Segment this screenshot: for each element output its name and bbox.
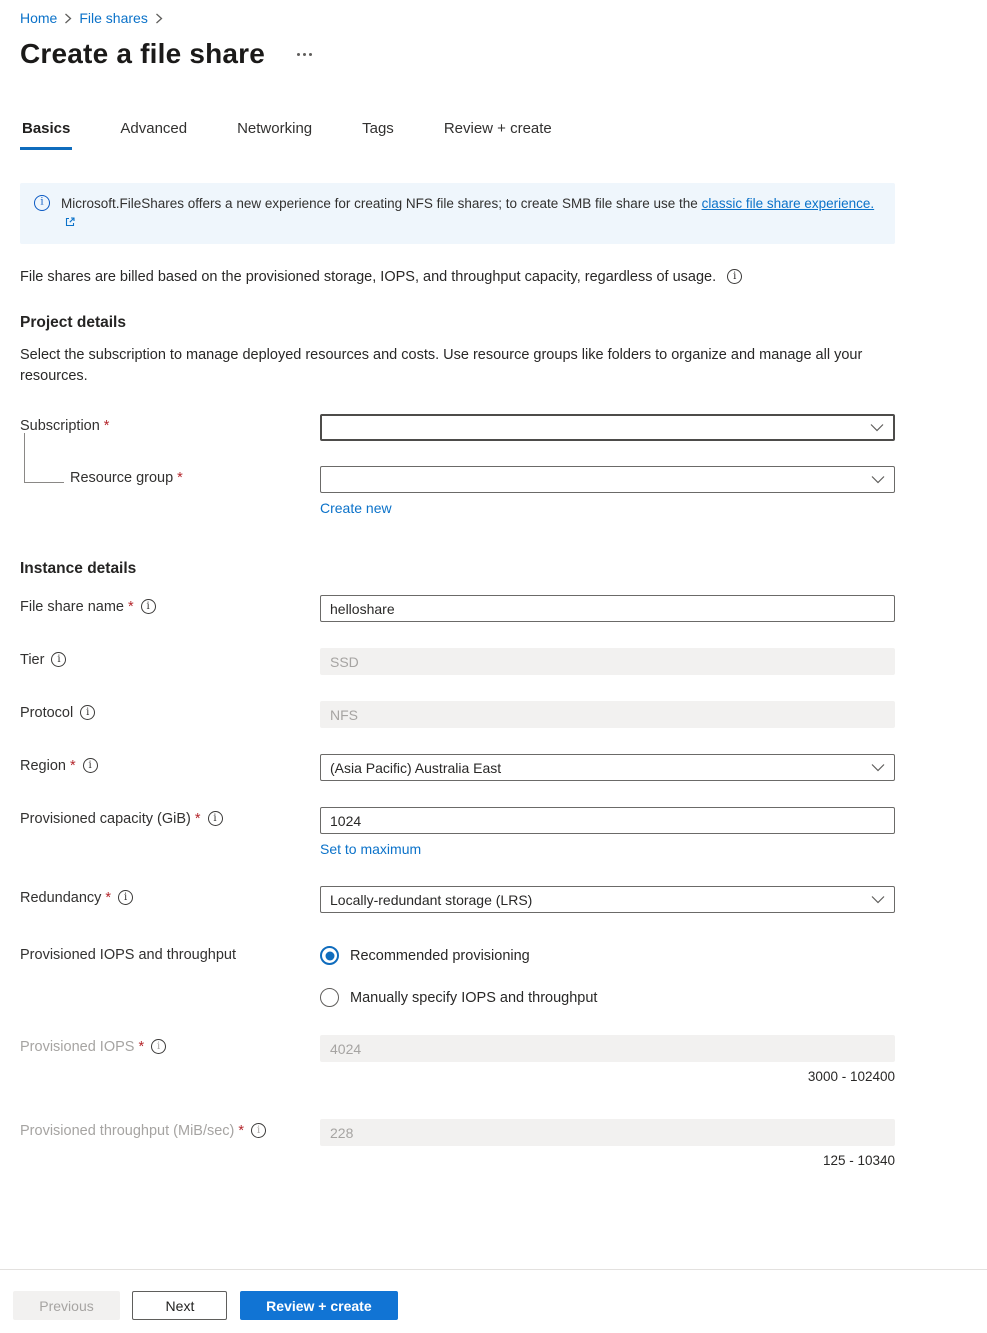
tab-review-create[interactable]: Review + create — [443, 120, 552, 137]
project-details-heading: Project details — [20, 314, 126, 331]
provisioned-iops-label: Provisioned IOPS *i — [20, 1035, 320, 1055]
chevron-down-icon — [870, 423, 884, 432]
required-marker: * — [138, 1039, 145, 1055]
required-marker: * — [177, 470, 183, 486]
tier-row — [20, 648, 895, 675]
provisioned-throughput-label: Provisioned throughput (MiB/sec) *i — [20, 1119, 320, 1139]
tab-tags[interactable]: Tags — [362, 120, 394, 137]
external-link-icon — [64, 216, 76, 228]
region-dropdown-value: (Asia Pacific) Australia East — [330, 759, 502, 776]
subscription-row — [20, 414, 895, 441]
set-to-maximum-link[interactable]: Set to maximum — [320, 841, 422, 857]
provisioned-throughput-row — [20, 1119, 895, 1168]
provisioned-iops-range: 3000 - 102400 — [807, 1069, 895, 1084]
radio-button-icon — [320, 946, 339, 965]
provisioned-capacity-row — [20, 807, 895, 859]
protocol-input — [320, 701, 895, 728]
info-icon[interactable] — [141, 599, 156, 614]
region-row — [20, 754, 895, 781]
resource-group-label: Resource group * — [20, 466, 320, 486]
protocol-row — [20, 701, 895, 728]
breadcrumb — [20, 0, 895, 26]
radio-manual-iops[interactable] — [320, 988, 895, 1007]
next-button[interactable]: Next — [132, 1291, 227, 1320]
subscription-dropdown[interactable] — [320, 414, 895, 441]
nesting-connector — [24, 433, 64, 483]
breadcrumb-link-file-shares[interactable]: File shares — [79, 10, 148, 26]
instance-details-heading: Instance details — [20, 560, 137, 577]
chevron-down-icon — [871, 763, 885, 772]
region-dropdown[interactable] — [320, 754, 895, 781]
provisioned-iops-input — [320, 1035, 895, 1062]
redundancy-dropdown[interactable] — [320, 886, 895, 913]
footer-bar — [0, 1269, 987, 1333]
tab-bar — [20, 120, 895, 150]
breadcrumb-link-home[interactable]: Home — [20, 10, 58, 26]
file-share-name-label: File share name *i — [20, 595, 320, 615]
required-marker: * — [194, 811, 201, 827]
provisioned-capacity-input[interactable] — [320, 807, 895, 834]
region-label: Region * i — [20, 754, 320, 774]
more-options-icon[interactable] — [295, 47, 314, 62]
info-icon[interactable] — [727, 269, 742, 284]
chevron-down-icon — [871, 475, 885, 484]
info-icon — [34, 195, 50, 211]
page-title: Create a file share — [20, 38, 266, 69]
classic-file-share-link[interactable]: classic file share experience. — [701, 196, 875, 211]
breadcrumb-separator-icon — [155, 13, 163, 24]
tier-label: Tieri — [20, 648, 320, 668]
info-icon[interactable] — [83, 758, 98, 773]
file-share-name-input[interactable] — [320, 595, 895, 622]
redundancy-dropdown-value: Locally-redundant storage (LRS) — [330, 891, 533, 908]
info-icon[interactable] — [118, 890, 133, 905]
tab-advanced[interactable]: Advanced — [120, 120, 188, 137]
provisioned-throughput-input — [320, 1119, 895, 1146]
previous-button: Previous — [13, 1291, 120, 1320]
required-marker: * — [69, 758, 76, 774]
info-icon[interactable] — [251, 1123, 266, 1138]
tab-basics[interactable]: Basics — [20, 120, 72, 150]
resource-group-dropdown[interactable] — [320, 466, 895, 493]
redundancy-row — [20, 886, 895, 913]
provisioned-iops-row — [20, 1035, 895, 1084]
radio-manual-label: Manually specify IOPS and throughput — [350, 989, 598, 1006]
required-marker: * — [103, 418, 110, 434]
info-banner-text: Microsoft.FileShares offers a new experience for creating NFS file shares; to create SMB file share use the classic file share experience. — [61, 194, 881, 232]
info-icon[interactable] — [80, 705, 95, 720]
create-new-link[interactable]: Create new — [320, 500, 392, 516]
required-marker: * — [105, 890, 112, 906]
billing-note: File shares are billed based on the provisioned storage, IOPS, and throughput capacity, regardless of usage. i — [20, 269, 895, 285]
resource-group-row — [20, 466, 895, 518]
provisioned-throughput-range: 125 - 10340 — [822, 1153, 895, 1168]
info-icon[interactable] — [208, 811, 223, 826]
redundancy-label: Redundancy * i — [20, 886, 320, 906]
file-share-name-row — [20, 595, 895, 622]
info-icon[interactable] — [151, 1039, 166, 1054]
info-banner — [20, 183, 895, 244]
subscription-label: Subscription * — [20, 418, 110, 434]
tier-input — [320, 648, 895, 675]
radio-recommended-label: Recommended provisioning — [350, 947, 530, 964]
radio-button-icon — [320, 988, 339, 1007]
iops-mode-label: Provisioned IOPS and throughput — [20, 947, 237, 963]
project-details-description: Select the subscription to manage deployed resources and costs. Use resource groups like folders to organize and manage all your resources. — [20, 347, 863, 384]
info-icon[interactable] — [51, 652, 66, 667]
breadcrumb-separator-icon — [64, 13, 72, 24]
chevron-down-icon — [871, 895, 885, 904]
protocol-label: Protocoli — [20, 701, 320, 721]
iops-mode-row — [20, 943, 895, 1007]
provisioned-capacity-label: Provisioned capacity (GiB) *i — [20, 807, 320, 827]
tab-networking[interactable]: Networking — [237, 120, 313, 137]
review-create-button[interactable]: Review + create — [240, 1291, 398, 1320]
required-marker: * — [238, 1123, 245, 1139]
required-marker: * — [127, 599, 134, 615]
radio-recommended-provisioning[interactable] — [320, 946, 895, 965]
